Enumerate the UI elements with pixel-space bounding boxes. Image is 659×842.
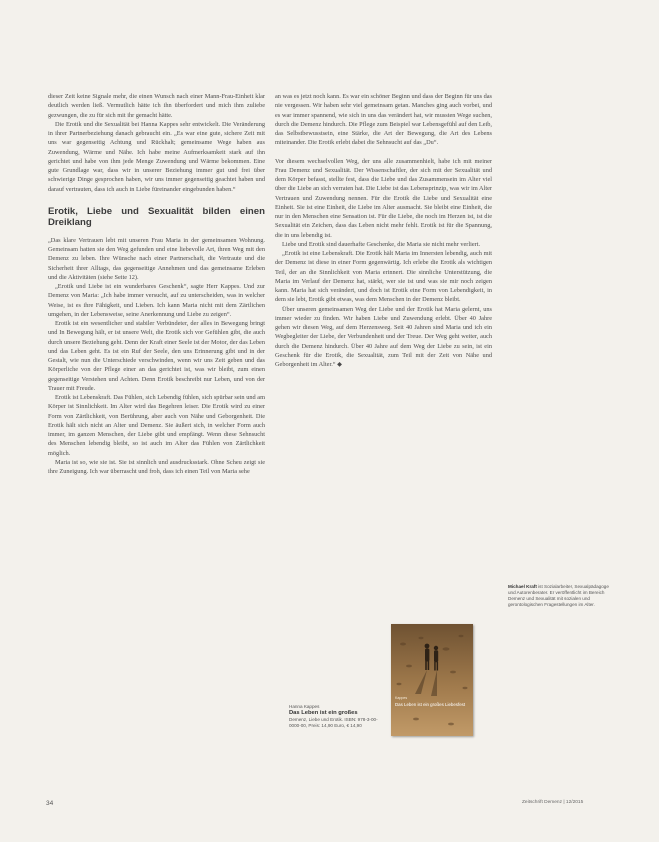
cover-title: Das Leben ist ein großes Liebesfest (395, 702, 466, 707)
book-details: Demenz, Liebe und Erotik. ISBN: 978-3-00-0000-00, Preis: 14,90 Euro, € 14,90 (289, 717, 378, 728)
book-cover-image (391, 624, 473, 736)
paragraph (275, 305, 492, 370)
paragraph: Liebe und Erotik sind dauerhafte Geschenke, die Maria sie nicht mehr verliert. (282, 240, 481, 248)
paragraph: Die Erotik und die Sexualität bei Hanna Kappes sehr entwickelt. Die Veränderung in ihrer Partnerbeziehung danach gebraucht ein. „Es war eine gute, sichere Zeit mit uns war gegenseitig Achtung und Rückhalt; gemeinsame Wege haben aus Zuwendung, Wärme und Nähe. Ich habe meine Aufmerksamkeit stark auf ihn gerichtet und habe von ihm jede Menge Zuwendung und Wärme bekommen. Eine gute Grundlage war, dass wir in unserer Beziehung immer gut und frei über schwierige Dinge gesprochen haben, wir uns immer gegenseitig geachtet haben und darauf vertrauten, dass ich auch in Liebe füreinander eingebunden haben.“ (48, 120, 265, 193)
book-author: Hanna Kappes (289, 704, 320, 709)
paragraph: „Erotik und Liebe ist ein wunderbares Geschenk“, sagte Herr Kappes. Und zur Demenz von Maria: „Ich habe immer versucht, auf zu unterscheiden, was in welcher Weise, ist es ihre Fähigkeit, und Lieben. Ich kann Maria nicht mit dem Zärtlichen umgehen, in der Lebensweise, seine Anerkennung und Liebe zu zeigen“. (48, 283, 265, 318)
article-column-middle (275, 92, 492, 369)
paragraph: Maria ist so, wie sie ist. Sie ist sinnlich und ausdrucksstark. Ohne Scheu zeigt sie ihre Zuneigung. Ich war überrascht und froh, dass ich einen Teil von Maria sehe (48, 458, 265, 475)
paragraph-text: Über unseren gemeinsamen Weg der Liebe und der Erotik hat Maria gelernt, uns immer wieder zu finden. Wir haben Liebe und Zuwendung erlebt. Über 40 Jahre gehen wir diesen Weg, auf dem Herzensweg. Seit 40 Jahren sind Maria und ich ein Wegbegleiter der Liebe, der Verbundenheit und der Treue. Der Weg geht weiter, auch durch die Demenz hindurch. Über 40 Jahre auf dem Weg der Liebe zu sein, ist ein Geschenk für die Erotik, die Sexualität, zum Teil mit der Zeit von Nähe und Geborgenheit im Alter.“ (275, 305, 492, 368)
book-title: Das Leben ist ein großes (289, 710, 358, 716)
paragraph: „Das klare Vertrauen lebt mit unseren Frau Maria in der gemeinsamen Wohnung. Gemeinsam hatten sie den Weg gefunden und eine liebevolle Art, ihren Weg mit den Demenz zu leben. Ihre Wünsche nach einer Partnerschaft, die Vertraute und die Sicherheit ihrer Alltags, das gegenseitige Annehmen und das gemeinsame Erleben und die Aktivitäten (siehe Seite 12). (48, 236, 265, 281)
book-recommendation (283, 622, 489, 738)
paragraph: Erotik ist ein wesentlicher und stabiler Verbündeter, der alles in Bewegung bringt und In Bewegung hält, er ist unsere Welt, die Erotik sich vor Gefühlen gibt, die auch durch unsere Beziehung geht. Denn der Kraft einer Seele ist der Motor, der das Leben und das Leben geht. Es ist ein Ruf der Seele, den uns Erinnerung gibt und in der Gestalt, wie nun die Unterschiede verschwinden, wenn wir uns Zeit geben und das Körperliche von der Pflege einer an das gerichtet ist, was wir bleibt, zum einen gegenseitige Verstehen und Achten. Denn Erotik beschreibt nur Leben, und von der Trauer mit Freude. (48, 320, 265, 392)
paragraph: Vor diesem wechselvollen Weg, der uns alle zusammenhielt, habe ich mit meiner Frau Demenz und Sexualität. Der Wissenschaftler, der sich mit der Sexualität und dem Körper befasst, stellte fest, dass die Liebe und das Zusammensein im Alter viel über die Liebe an sich verraten hat. Die Liebe ist das Lebensprinzip, was wir im Alter Vertrauen und Zuwendung nennen. Für die Erotik die Liebe und Sexualität eine Einheit. Sie ist eine Einheit, die Liebe im Alter ausmacht. Sie bleibt eine Einheit, die nur in den Menschen eine Sensation ist. Für die Liebe, die noch im Herzen ist, ist die Sexualität ein Zeichen, dass das Leben nicht mehr fehlt. Erotik ist für die Spannung, die in uns lebendig ist. (275, 157, 492, 239)
author-bio (508, 584, 612, 608)
end-of-article-icon: ◆ (337, 361, 342, 368)
paragraph: Erotik ist Lebenskraft. Das Fühlen, sich Lebendig fühlen, sich spürbar sein und am Körper ist Sinnlichkeit. Im Alter wird das Begehren leiser. Die Erotik wird zu einer Form von Zärtlichkeit, von Berührung, aber auch von Nähe und Geborgenheit. Die Erotik hält sich nicht an Alter und Demenz. Sie äußert sich, in welcher Form auch immer, im ganzen Menschen, der Liebe gibt und empfängt. Wenn diese Sehnsucht des Menschen lebendig bleibt, so ist auch im Alter das Fühlen von Zärtlichkeit möglich. (48, 394, 265, 457)
author-bio-text: ist Sozialarbeiter, Sexualpädagoge und Autorenberater. Er veröffentlicht im Bereich Demenz und Sexualität mit sozialen und gerontologischen Fragestellungen im Alter. (508, 584, 609, 607)
section-heading: Erotik, Liebe und Sexualität bilden einen Dreiklang (48, 205, 265, 228)
beach-footprints-illustration (391, 624, 473, 736)
paragraph: an was es jetzt noch kann. Es war ein schöner Beginn und dass der Beginn für uns das nie vergessen. Wir haben sehr viel gemeinsam getan. Manches ging auch vorbei, und es war immer spannend, wie sich in uns das verändert hat, wir mussten Wege suchen, durch die Demenz hindurch. Die Pflege zum Beispiel war Lebensgefühl auf den Leib, das Selbstbewusstsein, eine Stärke, die Art der Bewegung, die Art des Lebens miteinander. Die Erotik erlebt dabei die Sehnsucht auf das „Du“. (275, 93, 492, 147)
author-name: Michael Kraft (508, 584, 537, 589)
page-number: 34 (46, 800, 54, 807)
paragraph: „Erotik ist eine Lebenskraft. Die Erotik hält Maria im Innersten lebendig, auch mit der Demenz ist diese in einer Form gegenwärtig. Ich erlebe die Erotik als wichtigen Teil, der an die Sinnlichkeit von Maria erinnert. Die sinnliche Unterstützung, die Maria im Verlauf der Demenz hat, stärkt, wer sie ist und was sie mir noch zeigen kann. Maria hat sich verändert, und doch ist Erotik eine Form von Lebendigkeit, in dem sie lebt, Erotik gibt etwas, was dem Menschen in der Demenz bleibt. (275, 250, 492, 304)
paragraph: dieser Zeit keine Signale mehr, die einen Wunsch nach einer Mann-Frau-Einheit klar deutlich werden ließ. Vermutlich hätte ich ihn überfordert und mich ihm zuliebe gezwungen, die zu für sich mit ihr gemacht hätte. (48, 93, 265, 119)
book-info (289, 704, 387, 729)
article-column-left (48, 92, 265, 476)
cover-author: Kappes (395, 696, 408, 700)
magazine-footer: Zeitschrift Demenz | 12/2015 (522, 800, 584, 805)
